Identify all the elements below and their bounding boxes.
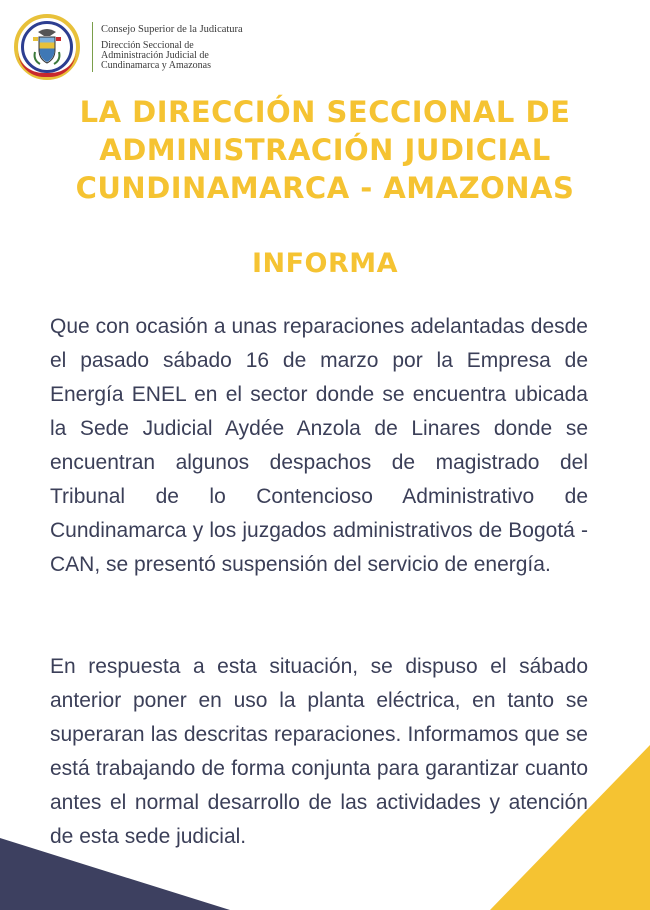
yellow-corner-triangle bbox=[490, 745, 650, 910]
title-line-2: ADMINISTRACIÓN JUDICIAL bbox=[99, 133, 551, 167]
header-divider bbox=[92, 22, 93, 72]
paragraph-1: Que con ocasión a unas reparaciones adelantadas desde el pasado sábado 16 de marzo por la Empresa de Energía ENEL en el sector donde se encuentra ubicada la Sede Judicial Aydée Anzola de Linares donde se encuentran algunos despachos de magistrado del Tribunal de lo Contencioso Administrativo de Cundinamarca y los juzgados administrativos de Bogotá - CAN, se presentó suspensión del servicio de energía. bbox=[50, 315, 588, 576]
organization-block bbox=[101, 24, 243, 71]
shield-icon bbox=[30, 28, 64, 68]
title-line-3: CUNDINAMARCA - AMAZONAS bbox=[75, 171, 575, 205]
org-subline-2: Administración Judicial de bbox=[101, 49, 209, 61]
org-subline-1: Dirección Seccional de bbox=[101, 39, 194, 51]
navy-corner-triangle bbox=[0, 838, 230, 910]
org-name: Consejo Superior de la Judicatura bbox=[101, 23, 243, 35]
org-subline-3: Cundinamarca y Amazonas bbox=[101, 59, 211, 71]
header bbox=[14, 14, 243, 80]
coat-of-arms-seal-icon bbox=[14, 14, 80, 80]
page-title bbox=[0, 93, 650, 207]
title-line-1: LA DIRECCIÓN SECCIONAL DE bbox=[79, 95, 571, 129]
informa-heading: INFORMA bbox=[251, 248, 399, 279]
paragraph-2: En respuesta a esta situación, se dispuso el sábado anterior poner en uso la planta eléctrica, en tanto se superaran las descritas reparaciones. Informamos que se está trabajando de forma conjunta para garantizar cuanto antes el normal desarrollo de las actividades y atención de esta sede judicial. bbox=[50, 655, 588, 848]
